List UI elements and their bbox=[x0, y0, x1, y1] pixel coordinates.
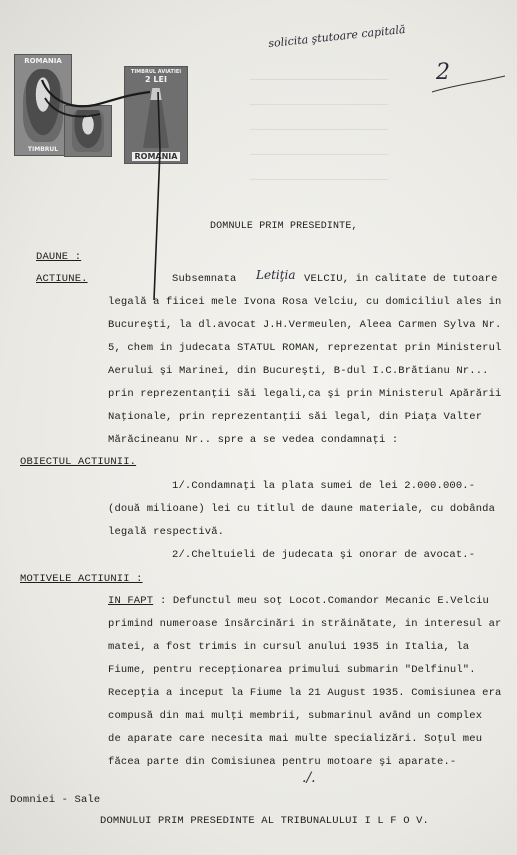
label-daune: DAUNE : bbox=[36, 251, 82, 263]
text-line: Naţionale, prin reprezentanţii săi legal, din Piaţa Valter bbox=[108, 411, 483, 423]
footer-domniei-sale: Domniei - Sale bbox=[10, 794, 101, 806]
stamp-aviation-country: ROMANIA bbox=[132, 152, 181, 161]
bleed-through-line: ——————————————————————— bbox=[250, 75, 389, 86]
bleed-through-line: ——————————————————————— bbox=[250, 100, 389, 111]
text-line: matei, a fost trimis in cursul anului 1935 in Italia, la bbox=[108, 641, 470, 653]
stamp-portrait-image bbox=[23, 69, 62, 142]
text-line: Fiume, pentru recepţionarea primului submarin "Delfinul". bbox=[108, 664, 476, 676]
label-motivele-actiunii: MOTIVELE ACTIUNII : bbox=[20, 573, 143, 585]
text-line: (două milioane) lei cu titlul de daune materiale, cu dobânda bbox=[108, 503, 496, 515]
text-line: : Defunctul meu soţ Locot.Comandor Mecanic E.Velciu bbox=[160, 595, 490, 607]
text-line: 1/.Condamnaţi la plata sumei de lei 2.000.000.- bbox=[172, 480, 476, 492]
footer-addressee: DOMNULUI PRIM PRESEDINTE AL TRIBUNALULUI I L F O V. bbox=[100, 815, 430, 827]
text-line: de aparate care necesita mai multe specializări. Soţul meu bbox=[108, 733, 483, 745]
stamp-aviation-figure bbox=[137, 88, 174, 148]
text-line: 2/.Cheltuieli de judecata şi onorar de avocat.- bbox=[172, 549, 476, 561]
stamp-small-emblem bbox=[72, 110, 104, 152]
text-line: VELCIU, in calitate de tutoare bbox=[304, 273, 498, 285]
text-line: făcea parte din Comisiunea pentru motoare şi aparate.- bbox=[108, 756, 457, 768]
bleed-through-line: ——————————————————————— bbox=[250, 150, 389, 161]
text-line: Aerului şi Marinei, din Bucureşti, B-dul I.C.Brătianu Nr... bbox=[108, 365, 489, 377]
text-line: primind numeroase însărcinări in străinătate, in interesul ar bbox=[108, 618, 502, 630]
text-line: legală respectivă. bbox=[108, 526, 225, 538]
label-actiune: ACTIUNE. bbox=[36, 273, 88, 285]
text-line: compusă din mai mulţi membrii, submarinul având un complex bbox=[108, 710, 483, 722]
text-line: Mărăcineanu Nr.. spre a se vedea condamnaţi : bbox=[108, 434, 399, 446]
postage-stamp-aviation bbox=[124, 66, 188, 164]
text-line: Bucureşti, la dl.avocat J.H.Vermeulen, Aleea Carmen Sylva Nr. bbox=[108, 319, 502, 331]
text-line: Subsemnata bbox=[172, 273, 237, 285]
bleed-through-line: ——————————————————————— bbox=[250, 125, 389, 136]
label-obiectul-actiunii: OBIECTUL ACTIUNII. bbox=[20, 456, 137, 468]
stamp-left-label: TIMBRUL bbox=[27, 146, 59, 153]
handwritten-page-number: 2 bbox=[436, 60, 450, 85]
bleed-through-line: ——————————————————————— bbox=[250, 175, 389, 186]
text-line: Recepţia a inceput la Fiume la 21 August 1935. Comisiunea era bbox=[108, 687, 502, 699]
text-line: 5, chem in judecata STATUL ROMAN, reprezentat prin Ministerul bbox=[108, 342, 502, 354]
text-line: legală a fiicei mele Ivona Rosa Velciu, cu domiciliul ales in bbox=[108, 296, 502, 308]
stamp-left-country: ROMANIA bbox=[24, 57, 62, 65]
handwritten-name: Letiţia bbox=[256, 268, 296, 282]
stamp-aviation-value: 2 LEI bbox=[145, 75, 167, 84]
stamp-aviation-title: TIMBRUL AVIATIEI bbox=[130, 69, 182, 75]
handwritten-note-top: solicita ştutoare capitală bbox=[267, 22, 407, 51]
document-heading: DOMNULE PRIM PRESEDINTE, bbox=[210, 221, 358, 232]
postage-stamp-small bbox=[64, 105, 112, 157]
label-in-fapt: IN FAPT bbox=[108, 595, 154, 607]
handwritten-closing-mark: ./. bbox=[302, 770, 316, 786]
text-line: prin reprezentanţii săi legali,ca şi prin Ministerul Apărării bbox=[108, 388, 502, 400]
